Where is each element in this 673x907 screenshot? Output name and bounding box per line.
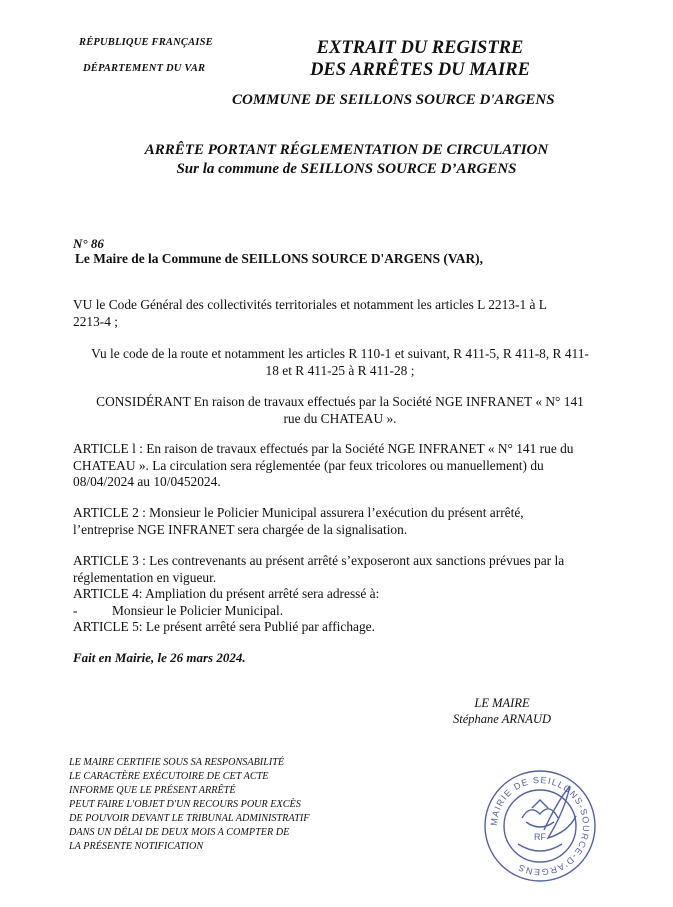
certification-block	[69, 756, 310, 854]
article-2-line2: l’entreprise NGE INFRANET sera chargée de la signalisation.	[73, 521, 408, 537]
article-4-recipient	[73, 603, 564, 620]
signer-name: Stéphane ARNAUD	[452, 712, 552, 726]
signature-block	[432, 695, 572, 727]
recipient-text: Monsieur le Policier Municipal.	[112, 602, 284, 618]
done-at: Fait en Mairie, le 26 mars 2024.	[73, 650, 246, 665]
stamp-signature-stroke	[518, 844, 562, 851]
decree-number: N° 86	[73, 236, 104, 251]
stamp-ring-text: MAIRIE DE SEILLONS-SOURCE-D'ARGENS	[488, 774, 592, 878]
visa-code-route-line2: 18 et R 411-25 à R 411-28 ;	[265, 362, 415, 378]
visa-code-route	[64, 346, 616, 379]
article-1-line1: ARTICLE l : En raison de travaux effectués par la Société NGE INFRANET « N° 141 rue du	[73, 441, 574, 456]
visa-code-route-line1: Vu le code de la route et notamment les articles R 110-1 et suivant, R 411-5, R 411-8, R 411-	[91, 346, 589, 361]
considerant	[64, 394, 616, 427]
official-stamp	[482, 760, 598, 892]
commune-title: COMMUNE DE SEILLONS SOURCE D'ARGENS	[232, 92, 555, 108]
stamp-outer-ring	[485, 771, 595, 881]
register-title-line2: DES ARRÊTES DU MAIRE	[310, 60, 530, 80]
article-3-line2: réglementation en vigueur.	[73, 569, 217, 585]
visa-cgct-line1: VU le Code Général des collectivités territoriales et notamment les articles L 2213-1 à L	[73, 297, 547, 312]
certification-line: INFORME QUE LE PRÉSENT ARRÊTÉ	[69, 785, 236, 796]
stamp-center-text: RF	[534, 832, 546, 842]
article-1	[73, 441, 574, 491]
decree-subject-line1: ARRÊTE PORTANT RÉGLEMENTATION DE CIRCULATION	[144, 142, 549, 158]
certification-line: PEUT FAIRE L'OBJET D'UN RECOURS POUR EXCÈS	[69, 799, 301, 810]
article-1-line2: CHATEAU ». La circulation sera réglementée (par feux tricolores ou manuellement) du	[73, 457, 544, 473]
decree-subject	[60, 141, 633, 179]
bullet-dash: -	[73, 602, 78, 618]
certification-line: DE POUVOIR DEVANT LE TRIBUNAL ADMINISTRATIF	[69, 813, 310, 824]
decree-subject-line2: Sur la commune de SEILLONS SOURCE D’ARGENS	[176, 161, 517, 177]
register-title-line1: EXTRAIT DU REGISTRE	[316, 38, 524, 58]
decree-authority: Le Maire de la Commune de SEILLONS SOURCE D'ARGENS (VAR),	[75, 251, 483, 266]
considerant-line1: CONSIDÉRANT En raison de travaux effectués par la Société NGE INFRANET « N° 141	[96, 394, 584, 409]
article-3-to-5	[73, 553, 564, 636]
visa-cgct-line2: 2213-4 ;	[73, 313, 119, 329]
article-2-line1: ARTICLE 2 : Monsieur le Policier Municipal assurera l’exécution du présent arrêté,	[73, 505, 524, 520]
article-5-line1: ARTICLE 5: Le présent arrêté sera Publié par affichage.	[73, 619, 375, 634]
republic-label: RÉPUBLIQUE FRANÇAISE	[79, 37, 213, 48]
considerant-line2: rue du CHATEAU ».	[283, 410, 397, 426]
visa-cgct	[73, 297, 547, 330]
article-1-line3: 08/04/2024 au 10/0452024.	[73, 474, 221, 489]
certification-line: LA PRÉSENTE NOTIFICATION	[69, 841, 204, 852]
signer-role: LE MAIRE	[474, 696, 530, 710]
certification-line: LE MAIRE CERTIFIE SOUS SA RESPONSABILITÉ	[69, 757, 285, 768]
register-title	[290, 37, 550, 81]
article-2	[73, 505, 524, 538]
article-4-line1: ARTICLE 4: Ampliation du présent arrêté sera adressé à:	[73, 586, 380, 601]
certification-line: DANS UN DÉLAI DE DEUX MOIS A COMPTER DE	[69, 827, 290, 838]
department-label: DÉPARTEMENT DU VAR	[83, 63, 206, 74]
certification-line: LE CARACTÈRE EXÉCUTOIRE DE CET ACTE	[69, 771, 269, 782]
article-3-line1: ARTICLE 3 : Les contrevenants au présent arrêté s’exposeront aux sanctions prévues par la	[73, 553, 565, 568]
